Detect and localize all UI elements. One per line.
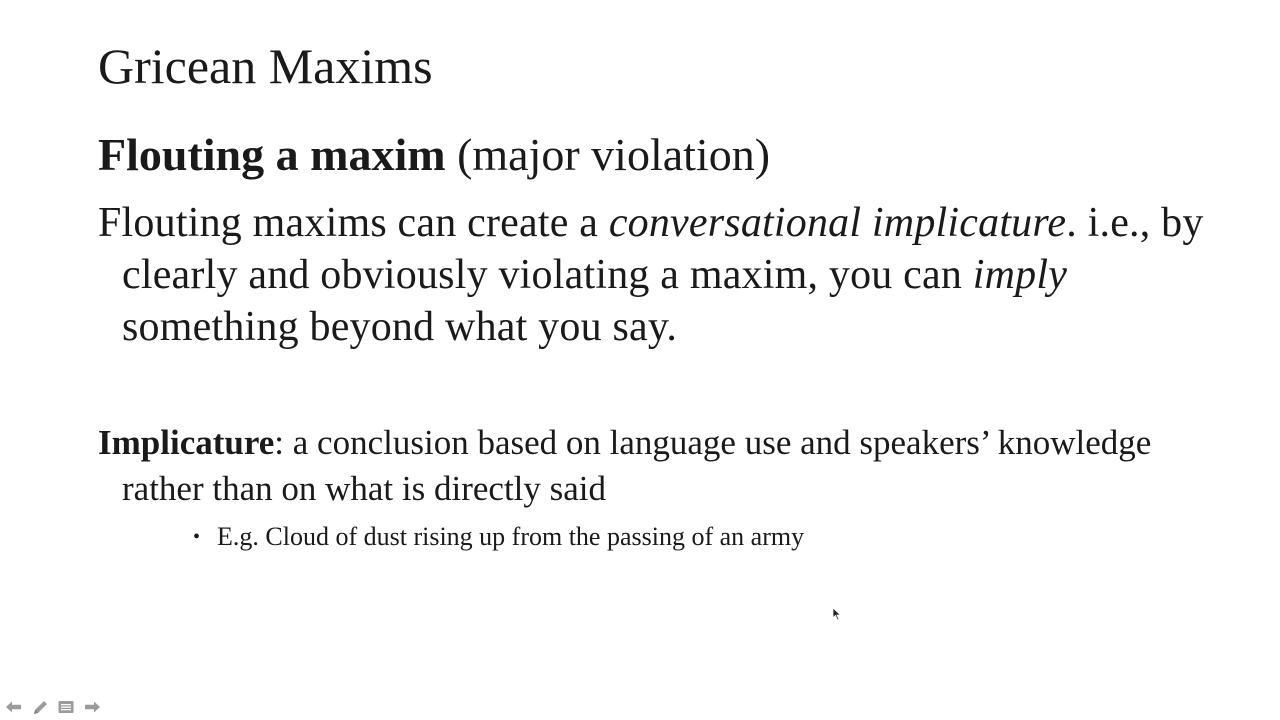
implicature-text: : a conclusion based on language use and speakers’ knowledge rather than on what is directly said <box>122 423 1152 508</box>
subheading-rest: (major violation) <box>445 129 771 180</box>
slide-title: Gricean Maxims <box>98 38 433 94</box>
mouse-cursor-icon <box>832 607 842 621</box>
bullet-marker: • <box>193 526 201 548</box>
slideshow-nav-toolbar <box>4 697 102 717</box>
implicature-term: Implicature <box>98 423 275 462</box>
menu-icon <box>57 700 75 714</box>
next-slide-button[interactable] <box>82 698 102 716</box>
para1-text-3: something beyond what you say. <box>122 304 678 350</box>
para1-italic-imply: imply <box>972 252 1068 298</box>
para1-text-1: Flouting maxims can create a <box>98 200 609 246</box>
implicature-definition <box>98 420 1222 512</box>
previous-slide-button[interactable] <box>4 698 24 716</box>
subheading-bold: Flouting a maxim <box>98 129 446 180</box>
previous-arrow-icon <box>5 700 23 714</box>
slide-menu-button[interactable] <box>56 698 76 716</box>
next-arrow-icon <box>83 700 101 714</box>
para1-italic-term: conversational implicature <box>608 200 1067 246</box>
subheading <box>98 126 770 184</box>
para1-text-2: . i.e., by clearly and obviously violating a maxim, you can <box>122 200 1204 298</box>
pen-tool-button[interactable] <box>30 698 50 716</box>
bullet-text: E.g. Cloud of dust rising up from the passing of an army <box>217 522 805 551</box>
pen-icon <box>31 699 49 715</box>
example-bullet <box>193 520 804 554</box>
flouting-paragraph <box>98 197 1242 353</box>
